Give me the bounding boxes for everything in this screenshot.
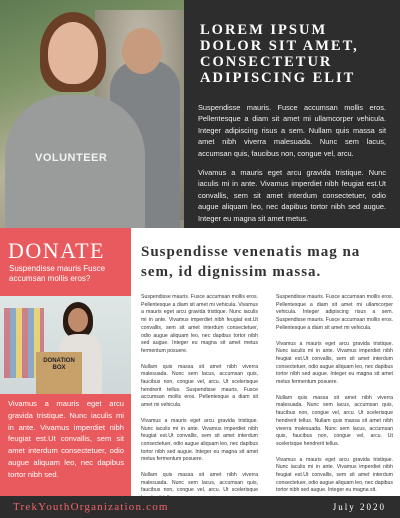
intro-panel xyxy=(184,0,400,228)
article-paragraph: Vivamus a mauris eget arcu gravida tristique. Nunc iaculis mi in ante. Vivamus imperdiet nibh feugiat est.Ut convallis, sem sit amet interdum consectetuer, odio augue aliquam leo, nec dapibus tortor nibh sed augue. Integer eu magna sit. xyxy=(276,456,393,494)
footer-bar xyxy=(0,496,400,518)
volunteer-woman-face xyxy=(48,22,98,84)
donor-face xyxy=(68,308,88,332)
volunteer-man-head xyxy=(122,28,162,74)
article-paragraph: Suspendisse mauris. Fusce accumsan mollis eros. Pellentesque a diam sit amet mi ullamcorper vehicula. Integer adipiscing risus a sem. Suspendisse mauris. Fusce accumsan mollis eros. Pellentesque a diam sit amet mi vehicula. xyxy=(276,294,393,331)
article-paragraph: Nullam quis massa sit amet nibh viverra malesuada. Nunc sem lacus, accumsan quis, faucibus non, congue vel, arcu. Ut scelerisque hendrerit tellus. Suspendisse mauris. Fusce accumsan mollis eros. Pellentesque a diam sit amet mi vehicula. xyxy=(141,363,258,409)
donate-title: DONATE xyxy=(8,238,105,263)
article-paragraph: Suspendisse mauris. Fusce accumsan mollis eros. Pellentesque a diam sit amet mi vehicula. Vivamus a mauris eget arcu gravida tristique. Nunc iaculis mi in ante. Vivamus imperdiet nibh feugiat est.Ut convallis, sem sit amet interdum consectetuer, odio augue aliquam leo, nec dapibus tortor nibh sed augue. Integer eu magna sit amet metus fermentum posuere. xyxy=(141,294,258,354)
article-paragraph: Vivamus a mauris eget arcu gravida tristique. Nunc iaculis mi in ante. Vivamus imperdiet nibh feugiat est.Ut convallis, sem sit amet interdum consectetuer, odio augue aliquam leo, nec dapibus tortor nibh sed augue. Integer eu magna sit amet metus fermentum posuere. xyxy=(276,340,393,386)
article-column-right xyxy=(276,294,393,503)
intro-paragraph: Suspendisse mauris. Fusce accumsan mollis eros. Pellentesque a diam sit amet mi ullamcorper vehicula. Integer adipiscing risus a sem. Nullam quis massa sit amet nibh viverra malesuada. Nunc sem lacus, accumsan quis, faucibus non, congue vel, arcu. xyxy=(198,103,386,158)
article-paragraph: Nullam quis massa sit amet nibh viverra malesuada. Nunc sem lacus, accumsan quis, faucibus non, congue vel, arcu. Ut scelerisque xyxy=(141,472,258,494)
shirt-text: VOLUNTEER xyxy=(35,152,108,164)
donate-sidebar xyxy=(0,228,131,496)
article-paragraph: Vivamus a mauris eget arcu gravida tristique. Nunc iaculis mi in ante. Vivamus imperdiet nibh feugiat est.Ut convallis, sem sit amet interdum consectetuer, odio augue aliquam leo, nec dapibus tortor nibh sed augue. Integer eu magna sit amet metus fermentum posuere. xyxy=(141,417,258,463)
donation-box-label: DONATION BOX xyxy=(43,358,75,371)
main-article xyxy=(131,228,400,496)
article-column-left xyxy=(141,294,258,511)
article-paragraph: Nullam quis massa sit amet nibh viverra malesuada. Nunc sem lacus, accumsan quis, faucibus non, congue vel, arcu. Ut scelerisque hendrerit tellus. Nullam quis massa sit amet nibh viverra malesuada. Nunc sem lacus, accumsan quis, faucibus non, congue vel, arcu. Ut scelerisque hendrerit tellus. xyxy=(276,394,393,447)
donate-body: Vivamus a mauris eget arcu gravida tristique. Nunc iaculis mi in ante. Vivamus imperdiet nibh feugiat est.Ut convallis, sem sit amet interdum consectetuer, odio augue aliquam leo, nec dapibus tortor nibh sed. xyxy=(8,399,124,479)
donation-photo xyxy=(0,296,131,394)
footer-date: July 2020 xyxy=(332,502,386,512)
intro-title: LOREM IPSUM DOLOR SIT AMET, CONSECTETUR ADIPISCING ELIT xyxy=(200,22,359,86)
donate-subtitle: Suspendisse mauris Fusce accumsan mollis eros? xyxy=(9,264,106,283)
volunteers-photo xyxy=(0,0,184,228)
footer-website-link[interactable]: TrekYouthOrganization.com xyxy=(13,501,169,513)
article-title: Suspendisse venenatis mag na sem, id dignissim massa. xyxy=(141,244,361,280)
intro-paragraph: Vivamus a mauris eget arcu gravida tristique. Nunc iaculis mi in ante. Vivamus imperdiet nibh feugiat est.Ut convallis, sem sit amet interdum consectetuer, odio augue aliquam leo, nec dapibus tortor nibh sed augue. Integer eu magna sit amet metus. xyxy=(198,168,386,223)
